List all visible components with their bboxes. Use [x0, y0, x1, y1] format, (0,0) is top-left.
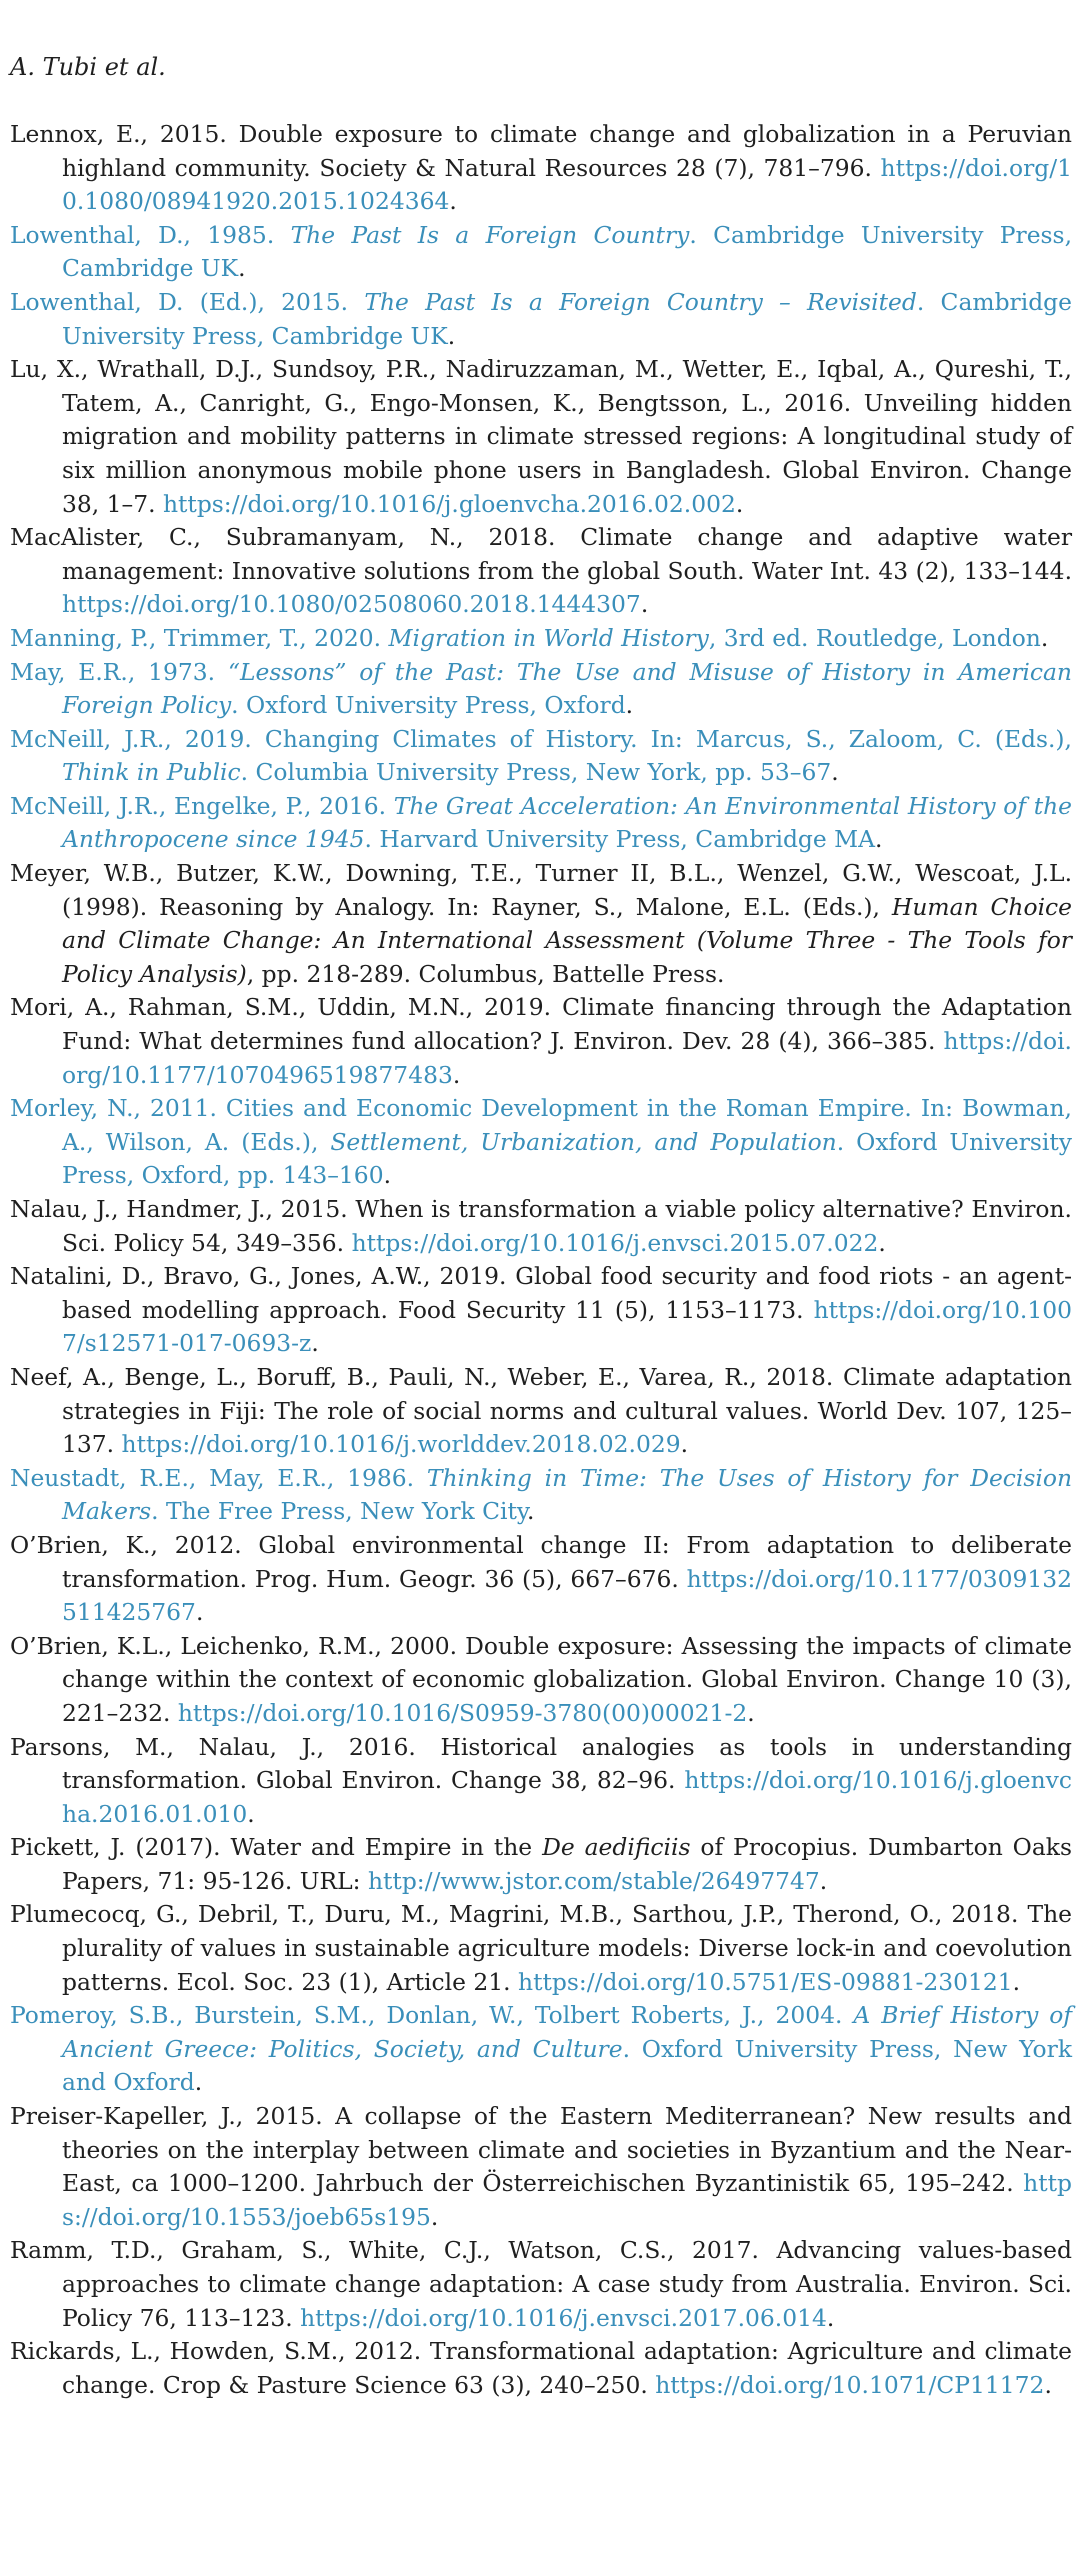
doi-link[interactable]: https://doi.org/10.1016/j.envsci.2017.06.014: [300, 2303, 827, 2332]
reference-entry[interactable]: [10, 1999, 1072, 2100]
reference-text: Plumecocq, G., Debril, T., Duru, M., Magrini, M.B., Sarthou, J.P., Therond, O., 2018. The plurality of values in sustainable agriculture models: Diverse lock-in and coevolution patterns. Ecol. Soc. 23 (1), Article 21.: [10, 1900, 1072, 1996]
reference-title: De aedificiis: [542, 1833, 691, 1862]
reference-text: . Oxford University Press, New York and Oxford: [62, 2034, 1072, 2097]
reference-text: . Harvard University Press, Cambridge MA: [364, 825, 876, 854]
reference-text: .: [195, 1598, 204, 1627]
reference-entry: [10, 2335, 1072, 2402]
reference-entry: [10, 118, 1072, 219]
reference-entry: [10, 1193, 1072, 1260]
reference-entry: [10, 521, 1072, 622]
doi-link[interactable]: https://doi.org/10.1016/j.gloenvcha.2016.02.002: [162, 489, 736, 518]
doi-link[interactable]: https://doi.org/10.1016/S0959-3780(00)00021-2: [177, 1698, 748, 1727]
reference-entry[interactable]: [10, 1092, 1072, 1193]
reference-title: “Lessons” of the Past: The Use and Misuse of History in American Foreign Policy: [62, 657, 1072, 720]
reference-text: O’Brien, K., 2012. Global environmental change II: From adaptation to deliberate transformation. Prog. Hum. Geogr. 36 (5), 667–676.: [10, 1530, 1072, 1593]
reference-entry: [10, 1260, 1072, 1361]
reference-entry[interactable]: [10, 1462, 1072, 1529]
reference-entry[interactable]: [10, 219, 1072, 286]
doi-link[interactable]: https://doi.org/10.1177/0309132511425767: [62, 1564, 1072, 1627]
reference-text: Meyer, W.B., Butzer, K.W., Downing, T.E., Turner II, B.L., Wenzel, G.W., Wescoat, J.L. (1998). Reasoning by Analogy. In: Rayner, S., Malone, E.L. (Eds.),: [10, 859, 1072, 921]
reference-entry[interactable]: [10, 656, 1072, 723]
reference-end-punctuation: .: [194, 2068, 203, 2097]
reference-title: A Brief History of Ancient Greece: Politics, Society, and Culture: [62, 2001, 1072, 2063]
reference-text: . Cambridge University Press, Cambridge UK: [62, 220, 1073, 283]
reference-text: of Procopius. Dumbarton Oaks Papers, 71: 95-126. URL:: [62, 1833, 1072, 1895]
reference-text: Pomeroy, S.B., Burstein, S.M., Donlan, W., Tolbert Roberts, J., 2004.: [10, 2001, 854, 2030]
reference-text: .: [1012, 1967, 1021, 1996]
reference-title: The Great Acceleration: An Environmental History of the Anthropocene since 1945: [62, 791, 1073, 854]
reference-entry: [10, 353, 1072, 521]
reference-entry: [10, 1731, 1072, 1832]
reference-end-punctuation: .: [447, 321, 456, 350]
doi-link[interactable]: https://doi.org/10.5751/ES-09881-230121: [518, 1967, 1013, 1996]
doi-link[interactable]: https://doi.org/10.1016/j.envsci.2015.07.022: [351, 1228, 879, 1257]
reference-entry[interactable]: [10, 723, 1072, 790]
reference-text: Nalau, J., Handmer, J., 2015. When is transformation a viable policy alternative? Environ. Sci. Policy 54, 349–356.: [10, 1195, 1072, 1257]
reference-text: Neef, A., Benge, L., Boruff, B., Pauli, N., Weber, E., Varea, R., 2018. Climate adaptation strategies in Fiji: The role of social norms and cultural values. World Dev. 107, 125–137.: [10, 1362, 1072, 1459]
doi-link[interactable]: https://doi.org/10.1071/CP11172: [655, 2370, 1045, 2399]
reference-text: .: [430, 2202, 439, 2231]
reference-text: Lu, X., Wrathall, D.J., Sundsoy, P.R., Nadiruzzaman, M., Wetter, E., Iqbal, A., Qureshi, T., Tatem, A., Canright, G., Engo-Monsen, K., Bengtsson, L., 2016. Unveiling hidden migration and mobility patterns in climate stressed regions: A longitudinal study of six million anonymous mobile phone users in Bangladesh. Global Environ. Change 38, 1–7.: [10, 355, 1072, 518]
reference-text: .: [826, 2303, 835, 2332]
reference-title: The Past Is a Foreign Country: [290, 220, 690, 249]
running-title: A. Tubi et al.: [10, 53, 166, 81]
reference-entry[interactable]: [10, 790, 1072, 857]
doi-link[interactable]: https://doi.org/10.1007/s12571-017-0693-z: [62, 1295, 1072, 1358]
reference-title: The Past Is a Foreign Country – Revisited: [364, 287, 917, 316]
reference-text: May, E.R., 1973.: [10, 657, 228, 686]
reference-text: McNeill, J.R., 2019. Changing Climates of History. In: Marcus, S., Zaloom, C. (Eds.),: [10, 724, 1072, 753]
reference-text: Natalini, D., Bravo, G., Jones, A.W., 2019. Global food security and food riots - an agent-based modelling approach. Food Security 11 (5), 1153–1173.: [10, 1262, 1072, 1324]
reference-text: .: [640, 590, 649, 619]
reference-title: Thinking in Time: The Uses of History for Decision Makers: [62, 1463, 1073, 1526]
reference-list: [10, 118, 1072, 2402]
reference-text: Lowenthal, D., 1985.: [10, 220, 291, 249]
doi-link[interactable]: http://www.jstor.com/stable/26497747: [367, 1866, 820, 1895]
reference-entry: [10, 991, 1072, 1092]
reference-title: Migration in World History: [388, 623, 709, 652]
reference-text: , 3rd ed. Routledge, London: [708, 623, 1041, 652]
reference-text: Pickett, J. (2017). Water and Empire in the: [10, 1833, 543, 1862]
reference-text: .: [878, 1228, 886, 1257]
reference-text: . Columbia University Press, New York, pp. 53–67: [240, 758, 832, 787]
reference-entry: [10, 2100, 1072, 2234]
reference-text: Parsons, M., Nalau, J., 2016. Historical analogies as tools in understanding transformation. Global Environ. Change 38, 82–96.: [10, 1732, 1072, 1795]
reference-entry: [10, 1529, 1072, 1630]
reference-entry: [10, 1898, 1072, 1999]
reference-text: Lowenthal, D. (Ed.), 2015.: [10, 287, 365, 316]
reference-end-punctuation: .: [875, 825, 883, 854]
doi-link[interactable]: https://doi.org/10.1016/j.gloenvcha.2016.01.010: [62, 1766, 1072, 1828]
reference-text: .: [1044, 2370, 1052, 2399]
reference-end-punctuation: .: [383, 1161, 392, 1190]
reference-text: Lennox, E., 2015. Double exposure to climate change and globalization in a Peruvian highland community. Society & Natural Resources 28 (7), 781–796.: [10, 120, 1072, 182]
doi-link[interactable]: https://doi.org/10.1080/08941920.2015.1024364: [62, 153, 1072, 216]
reference-text: , pp. 218-289. Columbus, Battelle Press.: [246, 959, 725, 988]
reference-entry: [10, 2234, 1072, 2335]
reference-text: Rickards, L., Howden, S.M., 2012. Transformational adaptation: Agriculture and climate change. Crop & Pasture Science 63 (3), 240–250.: [10, 2337, 1072, 2399]
reference-text: . Oxford University Press, Oxford, pp. 143–160: [62, 1127, 1073, 1190]
reference-text: MacAlister, C., Subramanyam, N., 2018. Climate change and adaptive water management: Innovative solutions from the global South. Water Int. 43 (2), 133–144.: [10, 523, 1072, 585]
reference-text: .: [449, 187, 457, 216]
reference-text: .: [311, 1329, 319, 1358]
reference-end-punctuation: .: [527, 1497, 535, 1526]
reference-text: O’Brien, K.L., Leichenko, R.M., 2000. Double exposure: Assessing the impacts of climate change within the context of economic globalization. Global Environ. Change 10 (3), 221–232.: [10, 1631, 1072, 1727]
reference-text: Morley, N., 2011. Cities and Economic Development in the Roman Empire. In: Bowman, A., Wilson, A. (Eds.),: [10, 1094, 1072, 1156]
reference-entry: [10, 857, 1072, 991]
reference-text: Manning, P., Trimmer, T., 2020.: [10, 623, 389, 652]
reference-text: . The Free Press, New York City: [151, 1497, 528, 1526]
reference-entry[interactable]: [10, 622, 1072, 656]
reference-end-punctuation: .: [238, 254, 246, 283]
reference-text: .: [747, 1698, 755, 1727]
reference-title: Think in Public: [62, 758, 241, 787]
reference-entry: [10, 1361, 1072, 1462]
reference-text: .: [819, 1866, 828, 1895]
reference-end-punctuation: .: [831, 758, 839, 787]
reference-text: Ramm, T.D., Graham, S., White, C.J., Watson, C.S., 2017. Advancing values-based approaches to climate change adaptation: A case study from Australia. Environ. Sci. Policy 76, 113–123.: [10, 2236, 1072, 2332]
reference-end-punctuation: .: [1040, 623, 1049, 652]
reference-text: .: [247, 1799, 255, 1828]
reference-text: .: [452, 1060, 461, 1089]
reference-end-punctuation: .: [625, 691, 634, 720]
reference-text: McNeill, J.R., Engelke, P., 2016.: [10, 791, 394, 820]
reference-text: . Oxford University Press, Oxford: [231, 691, 626, 720]
reference-entry[interactable]: [10, 286, 1072, 353]
doi-link[interactable]: https://doi.org/10.1553/joeb65s195: [62, 2169, 1072, 2231]
reference-text: . Cambridge University Press, Cambridge UK: [62, 287, 1072, 350]
reference-text: Mori, A., Rahman, S.M., Uddin, M.N., 2019. Climate financing through the Adaptation Fund: What determines fund allocation? J. Environ. Dev. 28 (4), 366–385.: [10, 993, 1072, 1056]
doi-link[interactable]: https://doi.org/10.1177/1070496519877483: [62, 1027, 1072, 1089]
reference-entry: [10, 1831, 1072, 1898]
reference-text: Preiser-Kapeller, J., 2015. A collapse of the Eastern Mediterranean? New results and theories on the interplay between climate and societies in Byzantium and the Near-East, ca 1000–1200. Jahrbuch der Österreichischen Byzantinistik 65, 195–242.: [10, 2102, 1072, 2198]
reference-text: .: [680, 1430, 689, 1459]
reference-title: Human Choice and Climate Change: An International Assessment (Volume Three - The Tools for Policy Analysis): [62, 892, 1072, 988]
reference-title: Settlement, Urbanization, and Population: [330, 1127, 837, 1156]
doi-link[interactable]: https://doi.org/10.1080/02508060.2018.1444307: [62, 590, 641, 619]
reference-entry: [10, 1630, 1072, 1731]
doi-link[interactable]: https://doi.org/10.1016/j.worlddev.2018.02.029: [121, 1430, 681, 1459]
reference-text: .: [735, 489, 744, 518]
reference-text: Neustadt, R.E., May, E.R., 1986.: [10, 1463, 427, 1492]
